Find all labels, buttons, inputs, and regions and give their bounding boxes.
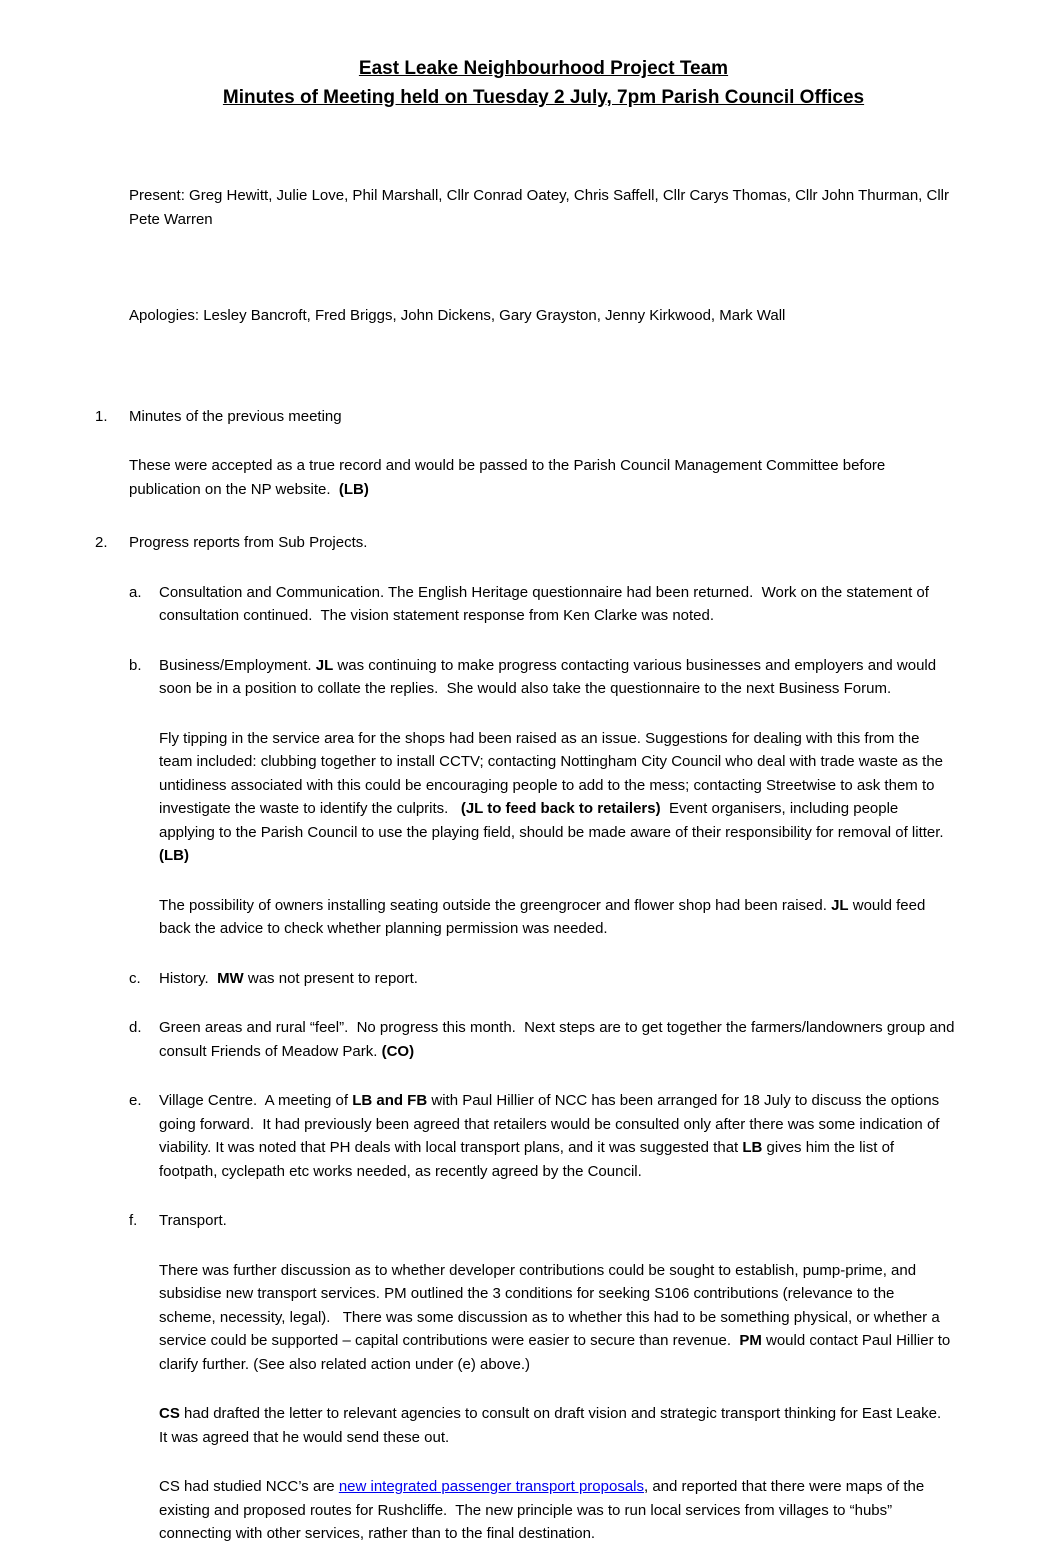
document-subtitle: Minutes of Meeting held on Tuesday 2 July, 7pm Parish Council Offices <box>222 87 865 108</box>
paragraph <box>159 1402 955 1449</box>
text-run: Apologies: Lesley Bancroft, Fred Briggs, John Dickens, Gary Grayston, Jenny Kirkwood, Mark Wall <box>129 307 786 324</box>
text-run: LB <box>742 1139 763 1156</box>
text-run: had drafted the letter to relevant agencies to consult on draft vision and strategic transport thinking for East Leake. It was agreed that he would send these out. <box>159 1405 950 1446</box>
text-run: JL <box>315 656 334 674</box>
text-run: These were accepted as a true record and would be passed to the Parish Council Management Committee before publication on the NP website. <box>129 457 890 498</box>
subitem-letter: e. <box>129 1092 142 1109</box>
subitem-letter: c. <box>129 969 141 987</box>
text-run: would contact Paul Hillier to clarify further. (See also related action under (e) above.) <box>159 1332 955 1373</box>
text-run: (LB) <box>159 847 189 864</box>
paragraph <box>159 967 955 991</box>
paragraph <box>159 727 955 868</box>
subitem-letter: d. <box>129 1019 142 1036</box>
text-run: CS <box>159 1405 180 1422</box>
text-run: (JL to feed back to retailers) <box>460 800 661 817</box>
item-heading <box>129 531 992 555</box>
present-line <box>129 184 979 231</box>
text-run: There was further discussion as to whether developer contributions could be sought to establish, pump-prime, and subsidise new transport services. PM outlined the 3 conditions for seeking S106 contributions (relevance to the scheme, necessity, legal). There was some discussion as to whether this had to be something physical, or whether a service could be supported – capital contributions were easier to secure than revenue. <box>159 1261 944 1349</box>
text-run: Transport. <box>159 1212 227 1229</box>
paragraph <box>159 581 955 628</box>
paragraph <box>159 1016 959 1063</box>
subitem-letter: b. <box>129 656 142 674</box>
subitem-body <box>159 581 955 628</box>
text-run: was not present to report. <box>243 969 418 987</box>
text-run: gives him the list of footpath, cyclepath etc works needed, as recently agreed by the Council. <box>159 1139 899 1180</box>
subitem-a <box>129 581 992 628</box>
paragraph <box>159 1259 955 1377</box>
text-run: Present: Greg Hewitt, Julie Love, Phil Marshall, Cllr Conrad Oatey, Chris Saffell, Cllr Carys Thomas, Cllr John Thurman, Cllr Pete Warren <box>129 187 954 228</box>
subitem-body <box>159 1089 955 1183</box>
text-run: with Paul Hillier of NCC has been arranged for 18 July to discuss the options going forward. It had previously been agreed that retailers would be consulted only after there was some indication of viability. It was noted that PH deals with local transport plans, and it was suggested that <box>159 1092 944 1156</box>
subitem-e <box>129 1089 992 1183</box>
text-run: JL <box>831 896 849 914</box>
item-heading <box>129 405 992 429</box>
paragraph <box>159 1475 955 1546</box>
subitem-body <box>159 967 955 991</box>
text-run: Event organisers, including people applying to the Parish Council to use the playing field, should be made aware of their responsibility for removal of litter. <box>159 800 952 841</box>
subitem-b <box>129 654 992 941</box>
text-run: (CO) <box>381 1042 415 1060</box>
paragraph <box>159 654 955 701</box>
text-run: Business/Employment. <box>159 656 316 674</box>
attendance-block <box>129 137 979 375</box>
transport-proposals-link[interactable]: new integrated passenger transport proposals <box>338 1478 644 1495</box>
paragraph <box>159 1209 955 1233</box>
subitem-d <box>129 1016 992 1063</box>
subitem-c <box>129 967 992 991</box>
paragraph <box>159 1089 955 1183</box>
text-run: Green areas and rural “feel”. No progress this month. Next steps are to get together the farmers/landowners group and consult Friends of Meadow Park. <box>159 1019 959 1060</box>
text-run: Fly tipping in the service area for the shops had been raised as an issue. Suggestions for dealing with this from the team included: clubbing together to install CCTV; contacting Nottingham City Council who deal with trade waste as the untidiness associated with this could be encouraging people to add to the mess; contacting Streetwise to ask them to investigate the waste to identify the culprits. <box>159 729 948 817</box>
document-header <box>95 54 992 112</box>
minutes-item-2 <box>95 531 992 1546</box>
item-body <box>129 531 992 1546</box>
text-run: Village Centre. A meeting of <box>159 1092 353 1109</box>
item-number: 1. <box>95 407 108 425</box>
text-run: The possibility of owners installing seating outside the greengrocer and flower shop had been raised. <box>159 896 832 914</box>
text-run: Minutes of the previous meeting <box>129 407 342 425</box>
subitem-letter: a. <box>129 583 142 601</box>
document-title: East Leake Neighbourhood Project Team <box>358 58 729 79</box>
paragraph <box>159 894 955 941</box>
text-run: MW <box>217 969 244 987</box>
text-run: would feed back the advice to check whether planning permission was needed. <box>159 896 930 937</box>
text-run: History. <box>159 969 218 987</box>
item-number: 2. <box>95 534 108 551</box>
text-run: , and reported that there were maps of the existing and proposed routes for Rushcliffe. The new principle was to run local services from villages to “hubs” connecting with other services, rather than to the final destination. <box>159 1478 929 1542</box>
item-body <box>129 405 992 502</box>
subitem-body <box>159 1016 959 1063</box>
text-run: PM <box>739 1332 762 1349</box>
text-run: CS had studied NCC’s are <box>159 1478 339 1495</box>
text-run: (LB) <box>338 480 369 498</box>
subitem-body <box>159 654 955 941</box>
text-run: Consultation and Communication. The English Heritage questionnaire had been returned. Work on the statement of consultation continued. The vision statement response from Ken Clarke was noted. <box>159 583 934 624</box>
subitem-f <box>129 1209 992 1546</box>
subitem-body <box>159 1209 955 1546</box>
text-run: was continuing to make progress contacting various businesses and employers and would soon be in a position to collate the replies. She would also take the questionnaire to the next Business Forum. <box>159 656 941 697</box>
subitem-letter: f. <box>129 1212 138 1229</box>
apologies-line <box>129 304 979 328</box>
items <box>95 405 992 1546</box>
minutes-item-1 <box>95 405 992 502</box>
text-run: LB and FB <box>352 1092 428 1109</box>
text-run: Progress reports from Sub Projects. <box>129 534 368 551</box>
paragraph <box>129 454 891 501</box>
